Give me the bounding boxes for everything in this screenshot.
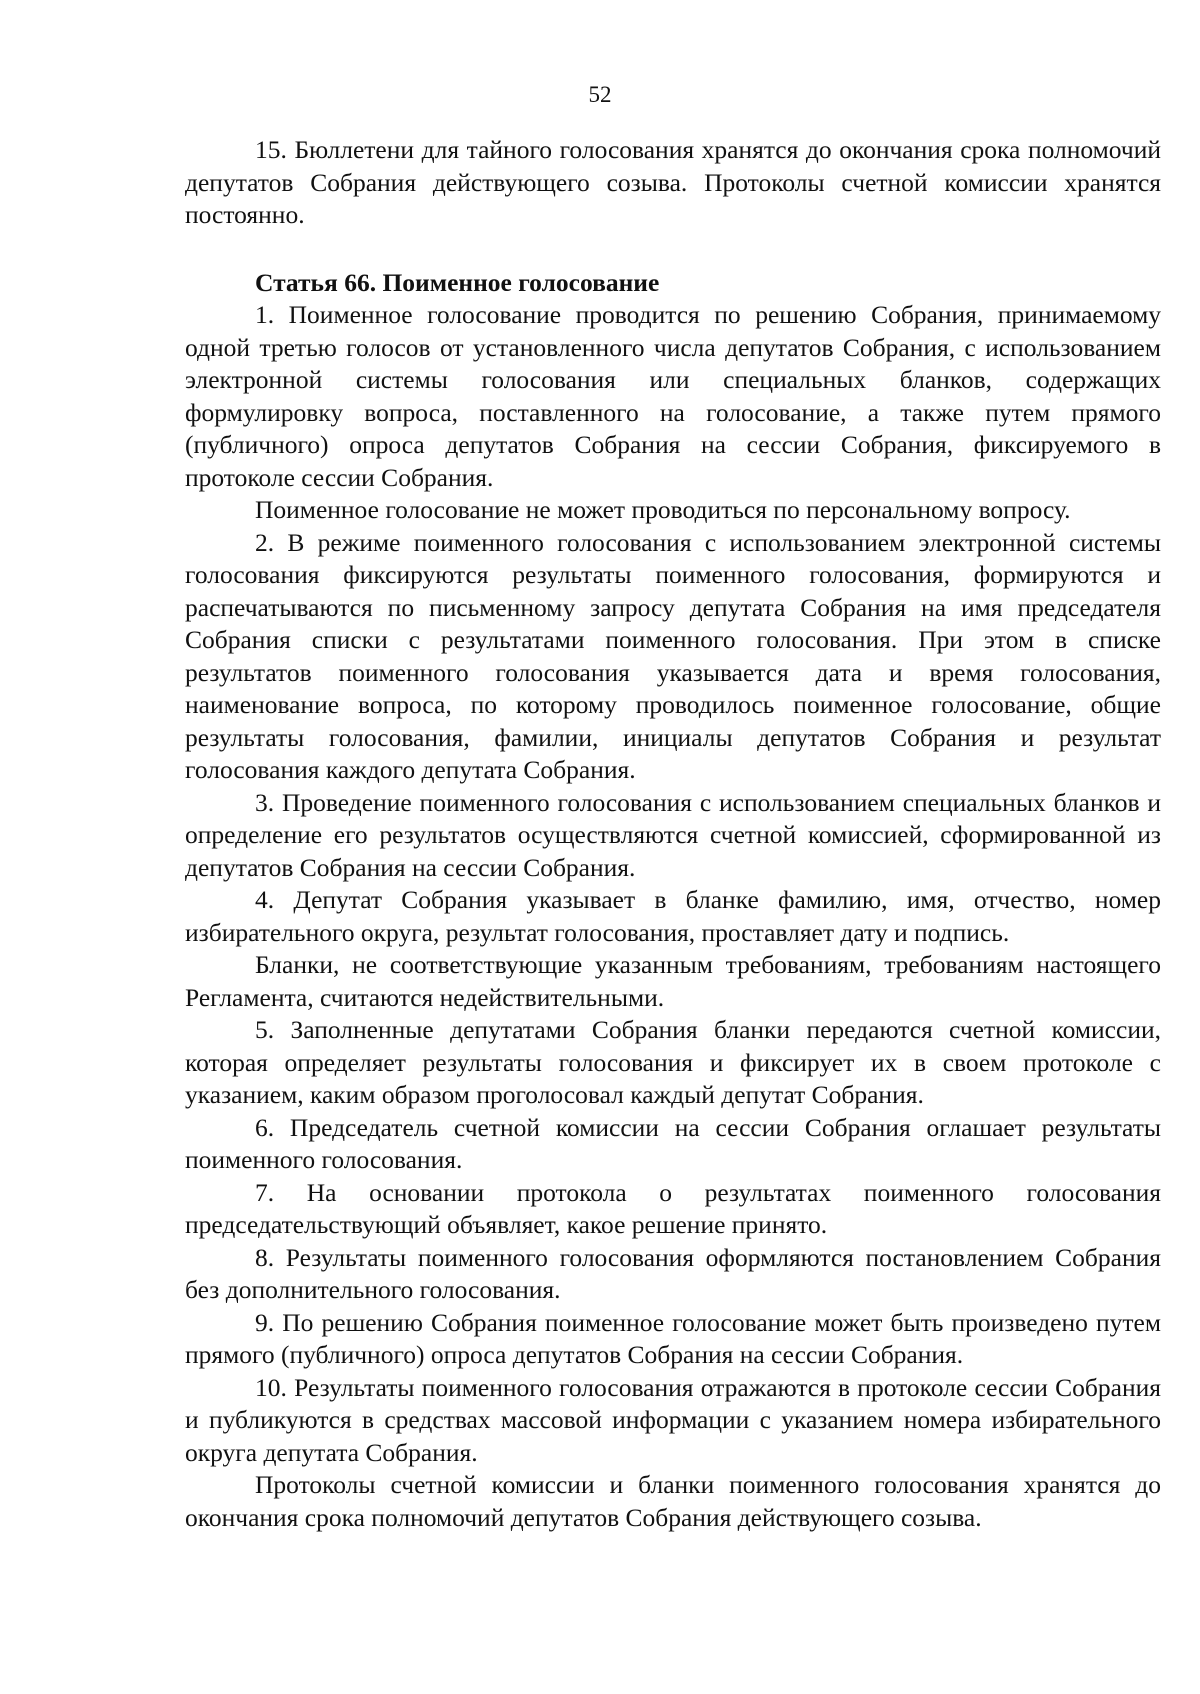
article-66-heading: Статья 66. Поименное голосование [255,267,660,297]
article-66-closing-note: Протоколы счетной комиссии и бланки поименного голосования хранятся до окончания срока полномочий депутатов Собрания действующего созыва. [185,1470,1161,1532]
article-66-item-10: 10. Результаты поименного голосования отражаются в протоколе сессии Собрания и публикуются в средствах массовой информации с указанием номера избирательного округа депутата Собрания. [185,1372,1161,1467]
article-66-item-1-note: Поименное голосование не может проводиться по персональному вопросу. [255,495,1071,524]
document-body [185,134,1161,1534]
article-66-item-8: 8. Результаты поименного голосования оформляются постановлением Собрания без дополнительного голосования. [185,1242,1161,1304]
article-66-item-1: 1. Поименное голосование проводится по решению Собрания, принимаемому одной третью голосов от установленного числа депутатов Собрания, с использованием электронной системы голосования или специальных бланков, содержащих формулировку вопроса, поставленного на голосование, а также путем прямого (публичного) опроса депутатов Собрания на сессии Собрания, фиксируемого в протоколе сессии Собрания. [185,300,1161,492]
article-66-item-7: 7. На основании протокола о результатах поименного голосования председательствующий объявляет, какое решение принято. [185,1177,1161,1239]
article-66-item-6: 6. Председатель счетной комиссии на сессии Собрания оглашает результаты поименного голосования. [185,1112,1161,1174]
article-66-item-5: 5. Заполненные депутатами Собрания бланки передаются счетной комиссии, которая определяет результаты голосования и фиксирует их в своем протоколе с указанием, каким образом проголосовал каждый депутат Собрания. [185,1015,1161,1109]
article-66-item-4: 4. Депутат Собрания указывает в бланке фамилию, имя, отчество, номер избирательного округа, результат голосования, проставляет дату и подпись. [185,885,1161,947]
paragraph-15-ballots: 15. Бюллетени для тайного голосования хранятся до окончания срока полномочий депутатов Собрания действующего созыва. Протоколы счетной комиссии хранятся постоянно. [185,135,1161,229]
page-number: 52 [588,82,612,107]
article-66-item-4-note: Бланки, не соответствующие указанным требованиям, требованиям настоящего Регламента, считаются недействительными. [185,950,1161,1012]
article-66-item-2: 2. В режиме поименного голосования с использованием электронной системы голосования фиксируются результаты поименного голосования, формируются и распечатываются по письменному запросу депутата Собрания на имя председателя Собрания списки с результатами поименного голосования. При этом в списке результатов поименного голосования указывается дата и время голосования, наименование вопроса, по которому проводилось поименное голосование, общие результаты голосования, фамилии, инициалы депутатов Собрания и результат голосования каждого депутата Собрания. [185,527,1161,784]
article-66-item-3: 3. Проведение поименного голосования с использованием специальных бланков и определение его результатов осуществляются счетной комиссией, сформированной из депутатов Собрания на сессии Собрания. [185,787,1161,882]
article-66-item-9: 9. По решению Собрания поименное голосование может быть произведено путем прямого (публичного) опроса депутатов Собрания на сессии Собрания. [185,1307,1161,1369]
